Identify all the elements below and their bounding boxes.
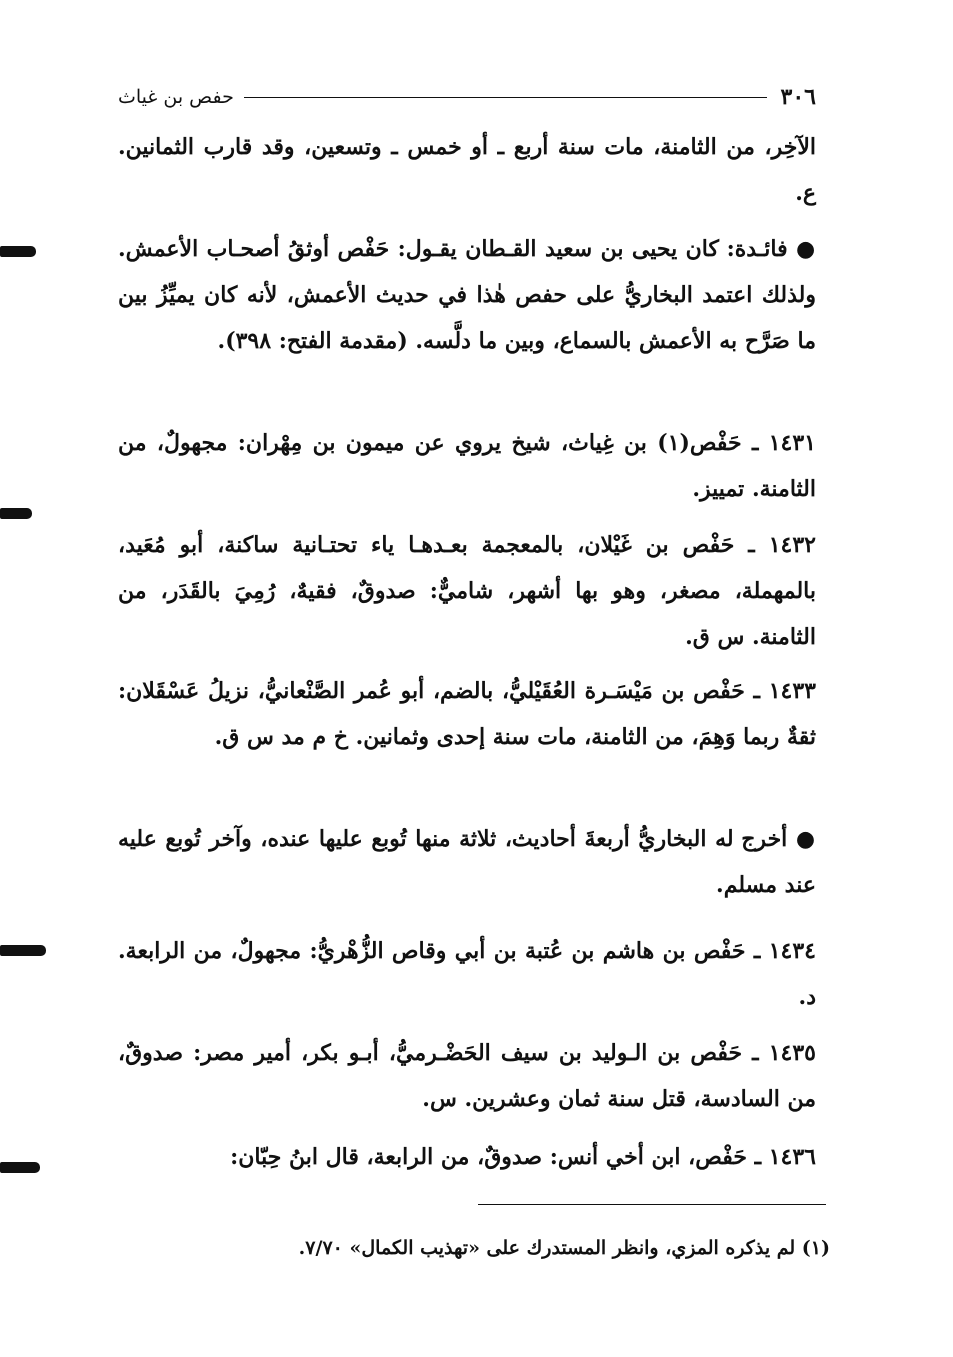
header-rule	[244, 97, 767, 98]
entry-1436	[118, 1134, 816, 1180]
entry-text: ١٤٣١ ـ حَفْص(١) بن غِياث، شيخ يروي عن ميمون بن مِهْران: مجهولٌ، من الثامنة. تمييز.	[118, 430, 816, 502]
entry-1435	[118, 1030, 816, 1122]
margin-marker	[0, 945, 46, 956]
bullet-icon: ●	[796, 236, 816, 262]
entry-text: ١٤٣٣ ـ حَفْص بن مَيْسَـرة العُقَيْليُّ، بالضم، أبو عُمر الصَّنْعانيُّ، نزيلُ عَسْقَلان: ثقةٌ ربما وَهِمَ، من الثامنة، مات سنة إحدى وثمانين. خ م مد س ق.	[118, 678, 816, 750]
paragraph-benefit-note	[118, 226, 816, 364]
running-title: حفص بن غياث	[118, 86, 234, 108]
entry-1432	[118, 522, 816, 660]
footnote	[118, 1232, 830, 1264]
margin-marker	[0, 246, 36, 257]
paragraph-text: الآخِر، من الثامنة، مات سنة أربع ـ أو خمس ـ وتسعين، وقد قارب الثمانين. ع.	[118, 134, 816, 206]
entry-text: ١٤٣٦ ـ حَفْص، ابن أخي أنس: صدوقٌ، من الرابعة، قال ابنُ حِبّان:	[230, 1144, 816, 1170]
entry-text: ١٤٣٤ ـ حَفْص بن هاشم بن عُتبة بن أبي وقاص الزُّهْريُّ: مجهولٌ، من الرابعة. د.	[118, 938, 816, 1010]
paragraph-continuation	[118, 124, 816, 216]
margin-marker	[0, 508, 32, 519]
margin-marker	[0, 1162, 40, 1173]
entry-1434	[118, 928, 816, 1020]
footnote-text: (١) لم يذكره المزي، وانظر المستدرك على «تهذيب الكمال» ٧/٧٠.	[298, 1237, 830, 1259]
entry-1431	[118, 420, 816, 512]
bullet-icon: ●	[795, 826, 816, 852]
paragraph-bukhari-note	[118, 816, 816, 908]
entry-1433	[118, 668, 816, 760]
footnote-rule	[478, 1204, 826, 1205]
entry-text: ١٤٣٥ ـ حَفْص بن الـوليد بن سيف الحَضْـرميُّ، أبـو بكر، أمير مصر: صدوقٌ، من السادسة، قتل سنة ثمان وعشرين. س.	[118, 1040, 816, 1112]
page-header	[118, 82, 816, 112]
page-number: ٣٠٦	[780, 84, 816, 110]
paragraph-text: أخرج له البخاريُّ أربعةَ أحاديث، ثلاثة منها تُوبع عليها عنده، وآخر تُوبع عليه عند مسلم.	[118, 826, 816, 898]
entry-text: ١٤٣٢ ـ حَفْص بن غَيْلان، بالمعجمة بعـدهـا ياء تحتـانية ساكنة، أبو مُعَيد، بالمهملة، مصغر، وهو بها أشهر، شاميٌّ: صدوقٌ، فقيهٌ، رُمِيَ بالقَدَر، من الثامنة. س ق.	[118, 532, 816, 650]
paragraph-text: فائـدة: كان يحيى بن سعيد القـطان يقـول: حَفْص أوثقُ أصحـاب الأعمش. ولذلك اعتمد البخاريُّ على حفص هٰذا في حديث الأعمش، لأنه كان يميِّزُ بين ما صَرَّح به الأعمش بالسماع، وبين ما دلَّسه. (مقدمة الفتح: ٣٩٨).	[118, 236, 816, 354]
